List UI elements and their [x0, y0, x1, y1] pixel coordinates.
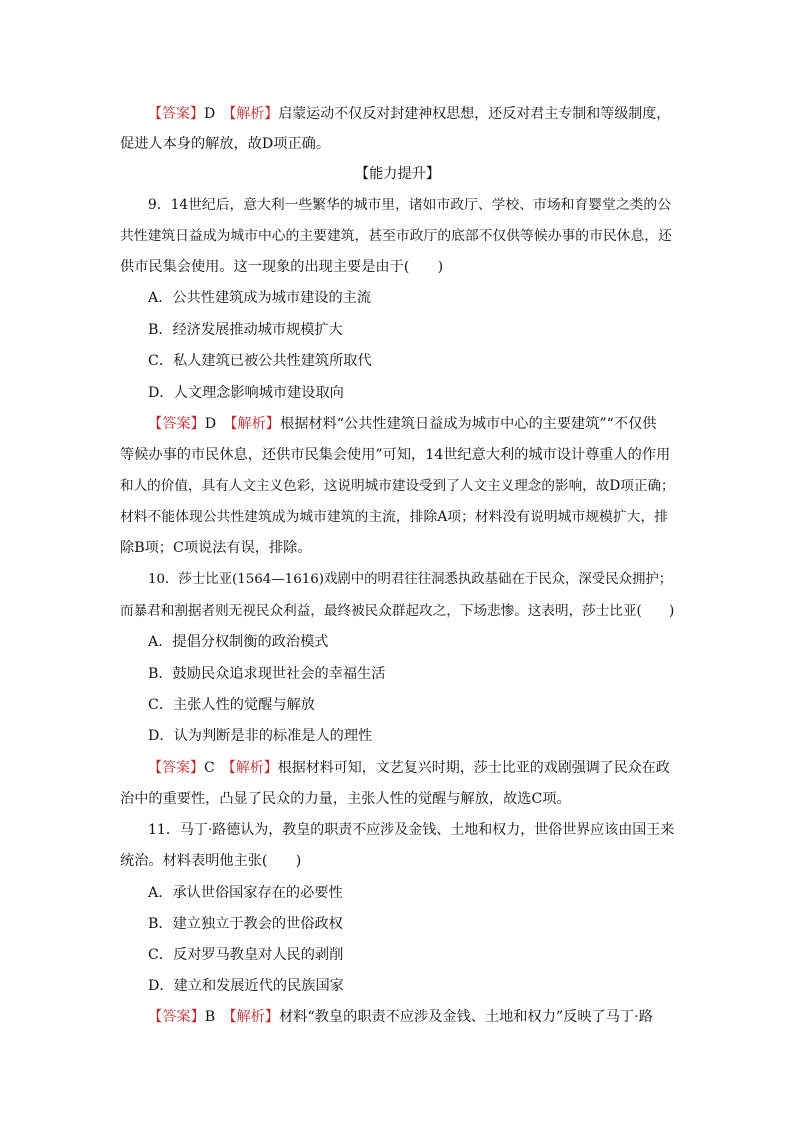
q9-answer-line	[148, 414, 656, 434]
q11-option-c: C．反对罗马教皇对人民的剥削	[148, 947, 344, 963]
q11-option-a: A．承认世俗国家存在的必要性	[148, 885, 343, 901]
q10-answer: C	[204, 760, 215, 776]
q10-analysis-l1: 根据材料可知，文艺复兴时期，莎士比亚的戏剧强调了民众在政	[277, 760, 670, 776]
q11-option-b: B．建立独立于教会的世俗政权	[148, 916, 343, 932]
analysis-label: 【解析】	[230, 416, 280, 432]
answer-label: 【答案】	[148, 760, 204, 776]
q10-analysis-l2: 治中的重要性，凸显了民众的力量，主张人性的觉醒与解放，故选C项。	[120, 791, 571, 807]
q9-stem-l1: 9．14世纪后，意大利一些繁华的城市里，诸如市政厅、学校、市场和育婴堂之类的公	[148, 197, 672, 213]
q9-stem-l3: 供市民集会使用。这一现象的出现主要是由于( )	[120, 259, 444, 275]
q9-analysis-l2: 等候办事的市民休息，还供市民集会使用”可知，14世纪意大利的城市设计尊重人的作用	[120, 447, 671, 463]
q8-analysis-l2: 促进人本身的解放，故D项正确。	[120, 136, 331, 152]
q9-analysis-l5: 除B项；C项说法有误，排除。	[120, 540, 312, 556]
q11-analysis-l1: 材料“教皇的职责不应涉及金钱、土地和权力”反映了马丁·路	[279, 1009, 653, 1025]
q10-option-a: A．提倡分权制衡的政治模式	[148, 634, 329, 650]
q10-option-b: B．鼓励民众追求现世社会的幸福生活	[148, 666, 386, 682]
q9-option-a: A．公共性建筑成为城市建设的主流	[148, 290, 372, 306]
q9-option-b: B．经济发展推动城市规模扩大	[148, 322, 343, 338]
q9-option-d: D．人文理念影响城市建设取向	[148, 385, 344, 401]
analysis-label: 【解析】	[229, 106, 279, 122]
q11-option-d: D．建立和发展近代的民族国家	[148, 978, 344, 994]
q11-stem-l2: 统治。材料表明他主张( )	[120, 853, 302, 869]
q11-answer: B	[204, 1009, 216, 1025]
q10-stem-l2: 而暴君和割据者则无视民众利益，最终被民众群起攻之，下场悲惨。这表明，莎士比亚( )	[120, 603, 675, 619]
q10-answer-line	[148, 758, 670, 778]
analysis-label: 【解析】	[228, 760, 278, 776]
q9-answer: D	[204, 416, 217, 432]
q9-stem-l2: 共性建筑日益成为城市中心的主要建筑，甚至市政厅的底部不仅供等候办事的市民休息，还	[120, 228, 672, 244]
q10-option-d: D．认为判断是非的标准是人的理性	[148, 728, 373, 744]
answer-label: 【答案】	[148, 106, 204, 122]
answer-label: 【答案】	[148, 1009, 205, 1025]
q11-answer-line	[148, 1007, 653, 1027]
q10-option-c: C．主张人性的觉醒与解放	[148, 697, 315, 713]
q9-option-c: C．私人建筑已被公共性建筑所取代	[148, 353, 372, 369]
q8-answer: D	[204, 106, 216, 122]
q11-stem-l1: 11．马丁·路德认为，教皇的职责不应涉及金钱、土地和权力，世俗世界应该由国王来	[148, 822, 675, 838]
section-title: 【能力提升】	[354, 166, 441, 182]
q10-stem-l1: 10．莎士比亚(1564—1616)戏剧中的明君往往洞悉执政基础在于民众，深受民众拥护；	[148, 572, 673, 587]
q9-analysis-l4: 材料不能体现公共性建筑成为城市建筑的主流，排除A项；材料没有说明城市规模扩大，排	[120, 509, 669, 525]
q9-analysis-l1: 根据材料“公共性建筑日益成为城市中心的主要建筑”“不仅供	[280, 416, 657, 432]
q9-analysis-l3: 和人的价值，具有人文主义色彩，这说明城市建设受到了人文主义理念的影响，故D项正确；	[120, 478, 675, 494]
answer-label: 【答案】	[148, 416, 205, 432]
q8-analysis-l1: 启蒙运动不仅反对封建神权思想，还反对君主专制和等级制度，	[278, 106, 671, 122]
q8-answer-line	[148, 104, 670, 124]
analysis-label: 【解析】	[229, 1009, 280, 1025]
